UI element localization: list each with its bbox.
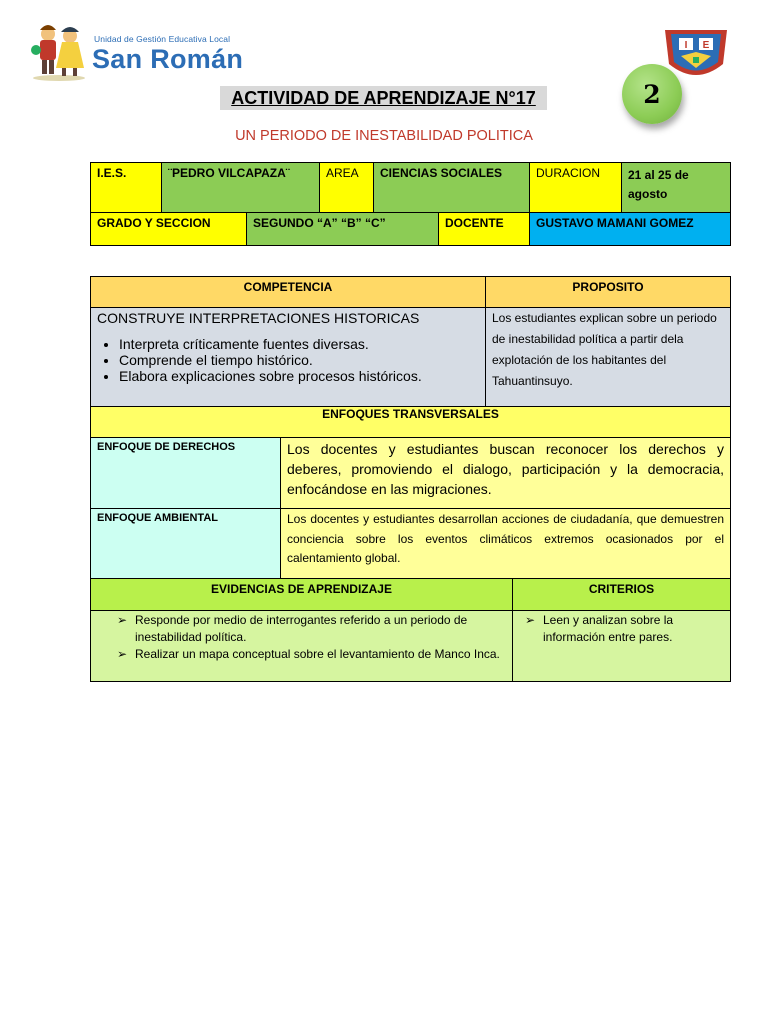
criterios-list [521,612,724,646]
arrow-bullet-icon: ➢ [117,647,128,661]
ugel-name: San Román [92,44,244,74]
evidencia-text: Responde por medio de interrogantes referido a un periodo de inestabilidad política. [135,613,468,644]
page-subtitle: UN PERIODO DE INESTABILIDAD POLITICA [235,128,533,144]
list-item [113,646,506,663]
list-item: • Interpreta críticamente fuentes diversas. [119,336,479,352]
crest-letter-e: E [702,40,710,51]
list-item [521,612,724,646]
grado-value: SEGUNDO “A” “B” “C” [246,212,439,246]
page-title: ACTIVIDAD DE APRENDIZAJE N°17 [220,86,547,110]
list-item [113,612,506,646]
area-label: AREA [319,162,374,213]
ugel-mascot-logo [28,20,90,82]
competencia-list [97,336,479,384]
enfoques-header: ENFOQUES TRANSVERSALES [90,406,731,438]
ies-label: I.E.S. [90,162,162,213]
proposito-header: PROPOSITO [485,276,731,308]
ies-value: ¨PEDRO VILCAPAZA¨ [161,162,320,213]
docente-label: DOCENTE [438,212,530,246]
criterio-text: Leen y analizan sobre la información entre pares. [543,613,674,644]
activity-number-badge: 2 [622,64,682,124]
criterios-cell [512,610,731,682]
arrow-bullet-icon: ➢ [117,613,128,627]
docente-value: GUSTAVO MAMANI GOMEZ [529,212,731,246]
crest-letter-i: I [684,40,688,51]
duracion-label: DURACION [529,162,622,213]
evidencias-cell [90,610,513,682]
evidencia-text: Realizar un mapa conceptual sobre el levantamiento de Manco Inca. [135,647,500,661]
arrow-bullet-icon: ➢ [525,613,536,627]
grado-label: GRADO Y SECCION [90,212,247,246]
list-item: • Elabora explicaciones sobre procesos históricos. [119,368,479,384]
enfoque-derechos-text: Los docentes y estudiantes buscan reconocer los derechos y deberes, promoviendo el dialogo, participación y la democracia, enfocándose en las migraciones. [280,437,731,509]
area-value: CIENCIAS SOCIALES [373,162,530,213]
criterios-header: CRITERIOS [512,578,731,611]
competencia-title: CONSTRUYE INTERPRETACIONES HISTORICAS [97,310,420,326]
list-item: • Comprende el tiempo histórico. [119,352,479,368]
enfoque-derechos-label: ENFOQUE DE DERECHOS [90,437,281,509]
duracion-value: 21 al 25 de agosto [621,162,731,213]
competencia-cell [90,307,486,407]
enfoque-ambiental-text: Los docentes y estudiantes desarrollan acciones de ciudadanía, que demuestren conciencia sobre los eventos climáticos extremos ocasionados por el calentamiento global. [280,508,731,579]
proposito-text: Los estudiantes explican sobre un periodo de inestabilidad política a partir dela explotación de los habitantes del Tahuantinsuyo. [485,307,731,407]
enfoque-ambiental-label: ENFOQUE AMBIENTAL [90,508,281,579]
competencia-header: COMPETENCIA [90,276,486,308]
ugel-subtitle: Unidad de Gestión Educativa Local [94,34,231,44]
evidencias-list [113,612,506,663]
evidencias-header: EVIDENCIAS DE APRENDIZAJE [90,578,513,611]
